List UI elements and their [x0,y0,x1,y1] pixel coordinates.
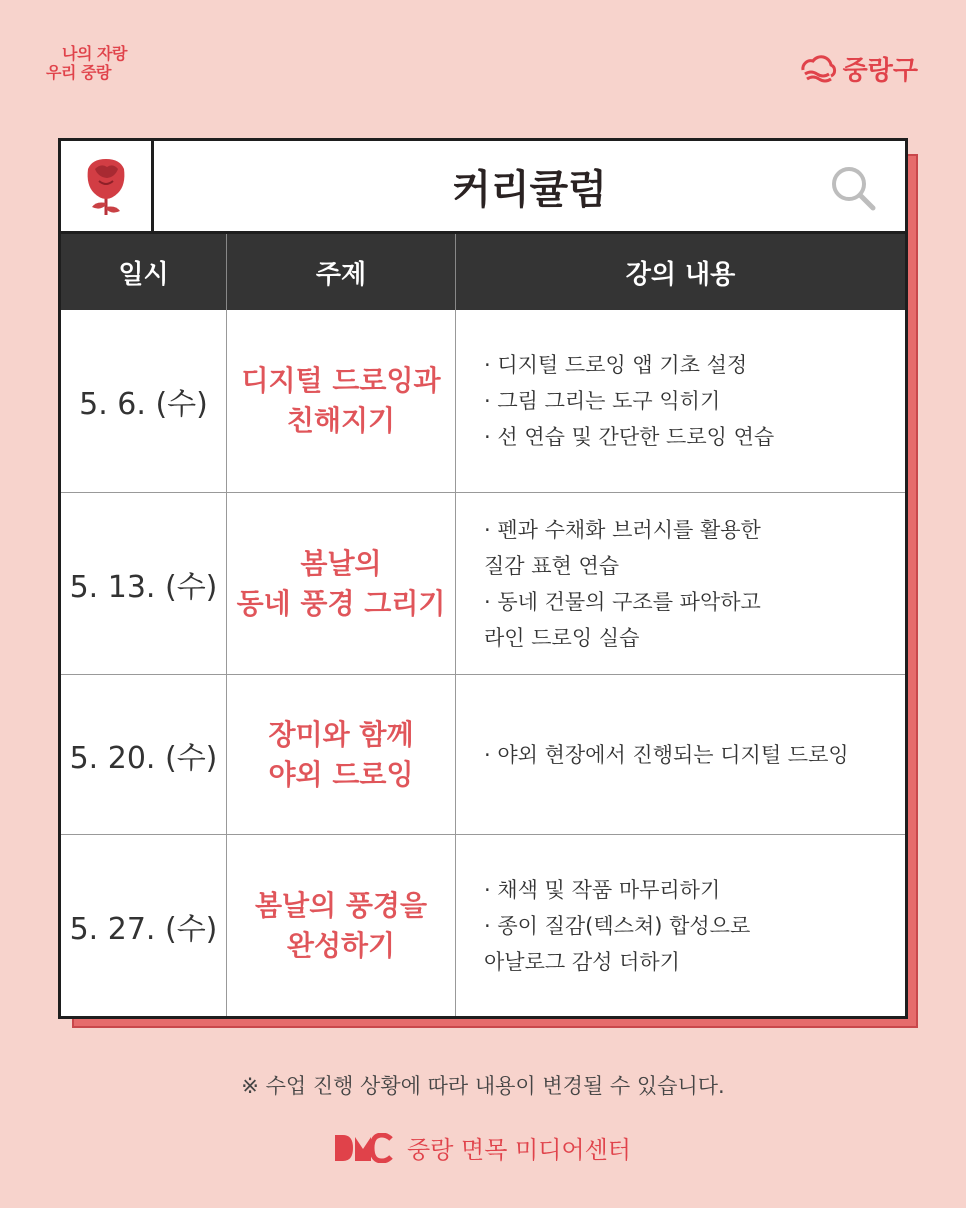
column-header-topic: 주제 [227,234,456,310]
row-topic [227,493,456,674]
content-line: 라인 드로잉 실습 [484,625,640,650]
table-row [61,834,905,1016]
table-row [61,310,905,492]
column-header-content: 강의 내용 [625,259,736,290]
topic-line: 장미와 함께 [268,717,414,751]
jungnang-logo-text: 중랑구 [842,56,918,86]
footer-label: 중랑 면목 미디어센터 [407,1136,631,1164]
row-content [456,675,905,834]
content-line: 아날로그 감성 더하기 [484,949,680,974]
card-header [61,141,905,234]
topic-line: 디지털 드로잉과 [241,364,441,397]
content-line: · 그림 그리는 도구 익히기 [484,383,905,419]
row-topic [227,675,456,834]
curriculum-card [58,138,908,1019]
content-line: · 채색 및 작품 마무리하기 [484,872,905,908]
slogan-line-1: 나의 자랑 [62,44,127,63]
row-date: 5. 27. (수) [61,835,227,1016]
content-line: 질감 표현 연습 [484,553,620,578]
topic-line: 친해지기 [286,404,396,437]
row-date: 5. 6. (수) [61,310,227,492]
card-title: 커리큘럼 [452,166,607,213]
row-date: 5. 13. (수) [61,493,227,674]
slogan-line-2: 우리 중랑 [46,63,111,82]
topic-line: 동네 풍경 그리기 [236,586,446,620]
cloud-wave-icon [797,54,837,84]
table-row [61,674,905,834]
search-icon[interactable] [829,164,877,212]
content-line: · 펜과 수채화 브러시를 활용한 [484,512,905,548]
row-content [456,493,905,674]
notice-text: ※ 수업 진행 상황에 따라 내용이 변경될 수 있습니다. [241,1074,725,1098]
topic-line: 봄날의 풍경을 [254,888,428,922]
content-line: · 디지털 드로잉 앱 기초 설정 [484,347,905,383]
content-line: · 야외 현장에서 진행되는 디지털 드로잉 [484,737,905,773]
rose-icon [83,155,129,217]
topic-line: 야외 드로잉 [268,757,414,791]
column-header-date: 일시 [61,234,227,310]
content-line: · 동네 건물의 구조를 파악하고 [484,584,905,620]
row-content [456,310,905,492]
table-row [61,492,905,674]
topic-line: 봄날의 [300,546,382,580]
media-center-logo-icon [335,1133,393,1163]
row-topic [227,310,456,492]
slogan-logo [46,44,127,82]
footer [0,1130,966,1165]
row-topic [227,835,456,1016]
table-header [61,234,905,310]
row-date: 5. 20. (수) [61,675,227,834]
jungnang-logo [797,50,918,87]
row-content [456,835,905,1016]
content-line: · 종이 질감(텍스쳐) 합성으로 [484,908,905,944]
rose-cell [61,141,154,231]
content-line: · 선 연습 및 간단한 드로잉 연습 [484,419,905,455]
topic-line: 완성하기 [286,928,396,962]
